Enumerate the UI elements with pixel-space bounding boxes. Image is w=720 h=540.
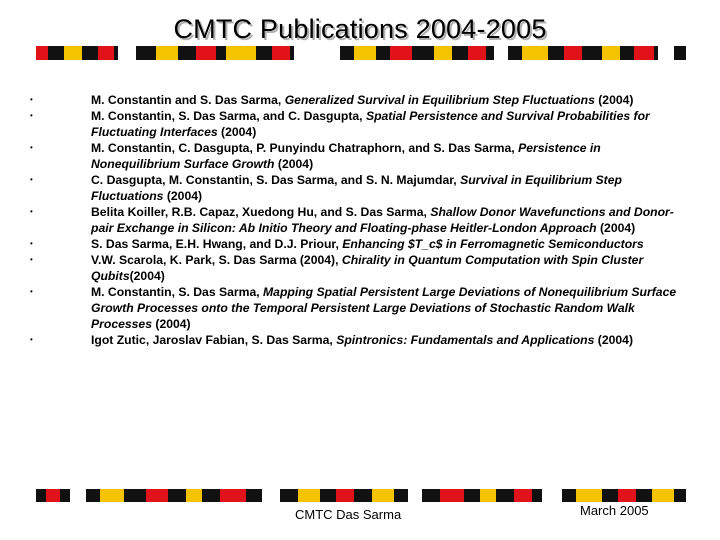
bullet-icon: •	[30, 143, 33, 152]
publication-authors: Igot Zutic, Jaroslav Fabian, S. Das Sarma,	[91, 333, 337, 347]
footer-date: March 2005	[580, 503, 649, 518]
publication-authors: M. Constantin, S. Das Sarma,	[91, 285, 264, 299]
publication-item	[0, 108, 686, 140]
publication-authors: M. Constantin and S. Das Sarma,	[91, 93, 285, 107]
publication-title: Chirality in Quantum Computation with Spin Cluster Qubits	[91, 253, 644, 283]
publication-authors: C. Dasgupta, M. Constantin, S. Das Sarma, and S. N. Majumdar,	[91, 173, 461, 187]
publication-authors: M. Constantin, S. Das Sarma, and C. Dasgupta,	[91, 109, 366, 123]
publication-title: Spatial Persistence and Survival Probabilities for Fluctuating Interfaces	[91, 109, 650, 139]
bullet-icon: •	[30, 95, 33, 104]
top-decorative-stripe	[36, 46, 686, 60]
publication-item	[0, 332, 686, 348]
bullet-icon: •	[30, 175, 33, 184]
publication-title: Enhancing $T_c$ in Ferromagnetic Semiconductors	[342, 237, 644, 251]
bullet-icon: •	[30, 287, 33, 296]
publication-year: (2004)	[217, 125, 257, 139]
publication-year: (2004)	[274, 157, 314, 171]
publication-item	[0, 172, 686, 204]
footer-author: CMTC Das Sarma	[295, 507, 402, 522]
publication-title: Persistence in Nonequilibrium Surface Growth	[91, 141, 601, 171]
publication-item	[0, 252, 686, 284]
bullet-icon: •	[30, 207, 33, 216]
bullet-icon: •	[30, 335, 33, 344]
publication-title: Shallow Donor Wavefunctions and Donor-pair Exchange in Silicon: Ab Initio Theory and Floating-phase Heitler-London Approach	[91, 205, 674, 235]
publication-item	[0, 204, 686, 236]
bullet-icon: •	[30, 239, 33, 248]
publication-year: (2004)	[596, 221, 636, 235]
bottom-decorative-stripe	[36, 489, 686, 502]
publication-item	[0, 236, 686, 252]
publication-title: Mapping Spatial Persistent Large Deviations of Nonequilibrium Surface Growth Processes onto the Temporal Persistent Large Deviations of Stochastic Random Walk Processes	[91, 285, 677, 331]
publication-title: Generalized Survival in Equilibrium Step Fluctuations	[284, 93, 595, 107]
publication-list	[0, 92, 720, 348]
publication-item	[0, 284, 686, 332]
bullet-icon: •	[30, 255, 33, 264]
slide-title: CMTC Publications 2004-2005	[173, 14, 547, 44]
publication-authors: V.W. Scarola, K. Park, S. Das Sarma (2004),	[91, 253, 342, 267]
publication-item	[0, 92, 686, 108]
publication-authors: S. Das Sarma, E.H. Hwang, and D.J. Priour,	[91, 237, 343, 251]
publication-year: (2004)	[129, 269, 165, 283]
publication-year: (2004)	[594, 333, 634, 347]
publication-authors: Belita Koiller, R.B. Capaz, Xuedong Hu, and S. Das Sarma,	[91, 205, 431, 219]
publication-authors: M. Constantin, C. Dasgupta, P. Punyindu Chatraphorn, and S. Das Sarma,	[91, 141, 519, 155]
publication-year: (2004)	[152, 317, 191, 331]
publication-title: Spintronics: Fundamentals and Applications	[336, 333, 595, 347]
publication-title: Survival in Equilibrium Step Fluctuations	[91, 173, 622, 203]
publication-item	[0, 140, 686, 172]
publication-year: (2004)	[163, 189, 203, 203]
bullet-icon: •	[30, 111, 33, 120]
publication-year: (2004)	[594, 93, 634, 107]
